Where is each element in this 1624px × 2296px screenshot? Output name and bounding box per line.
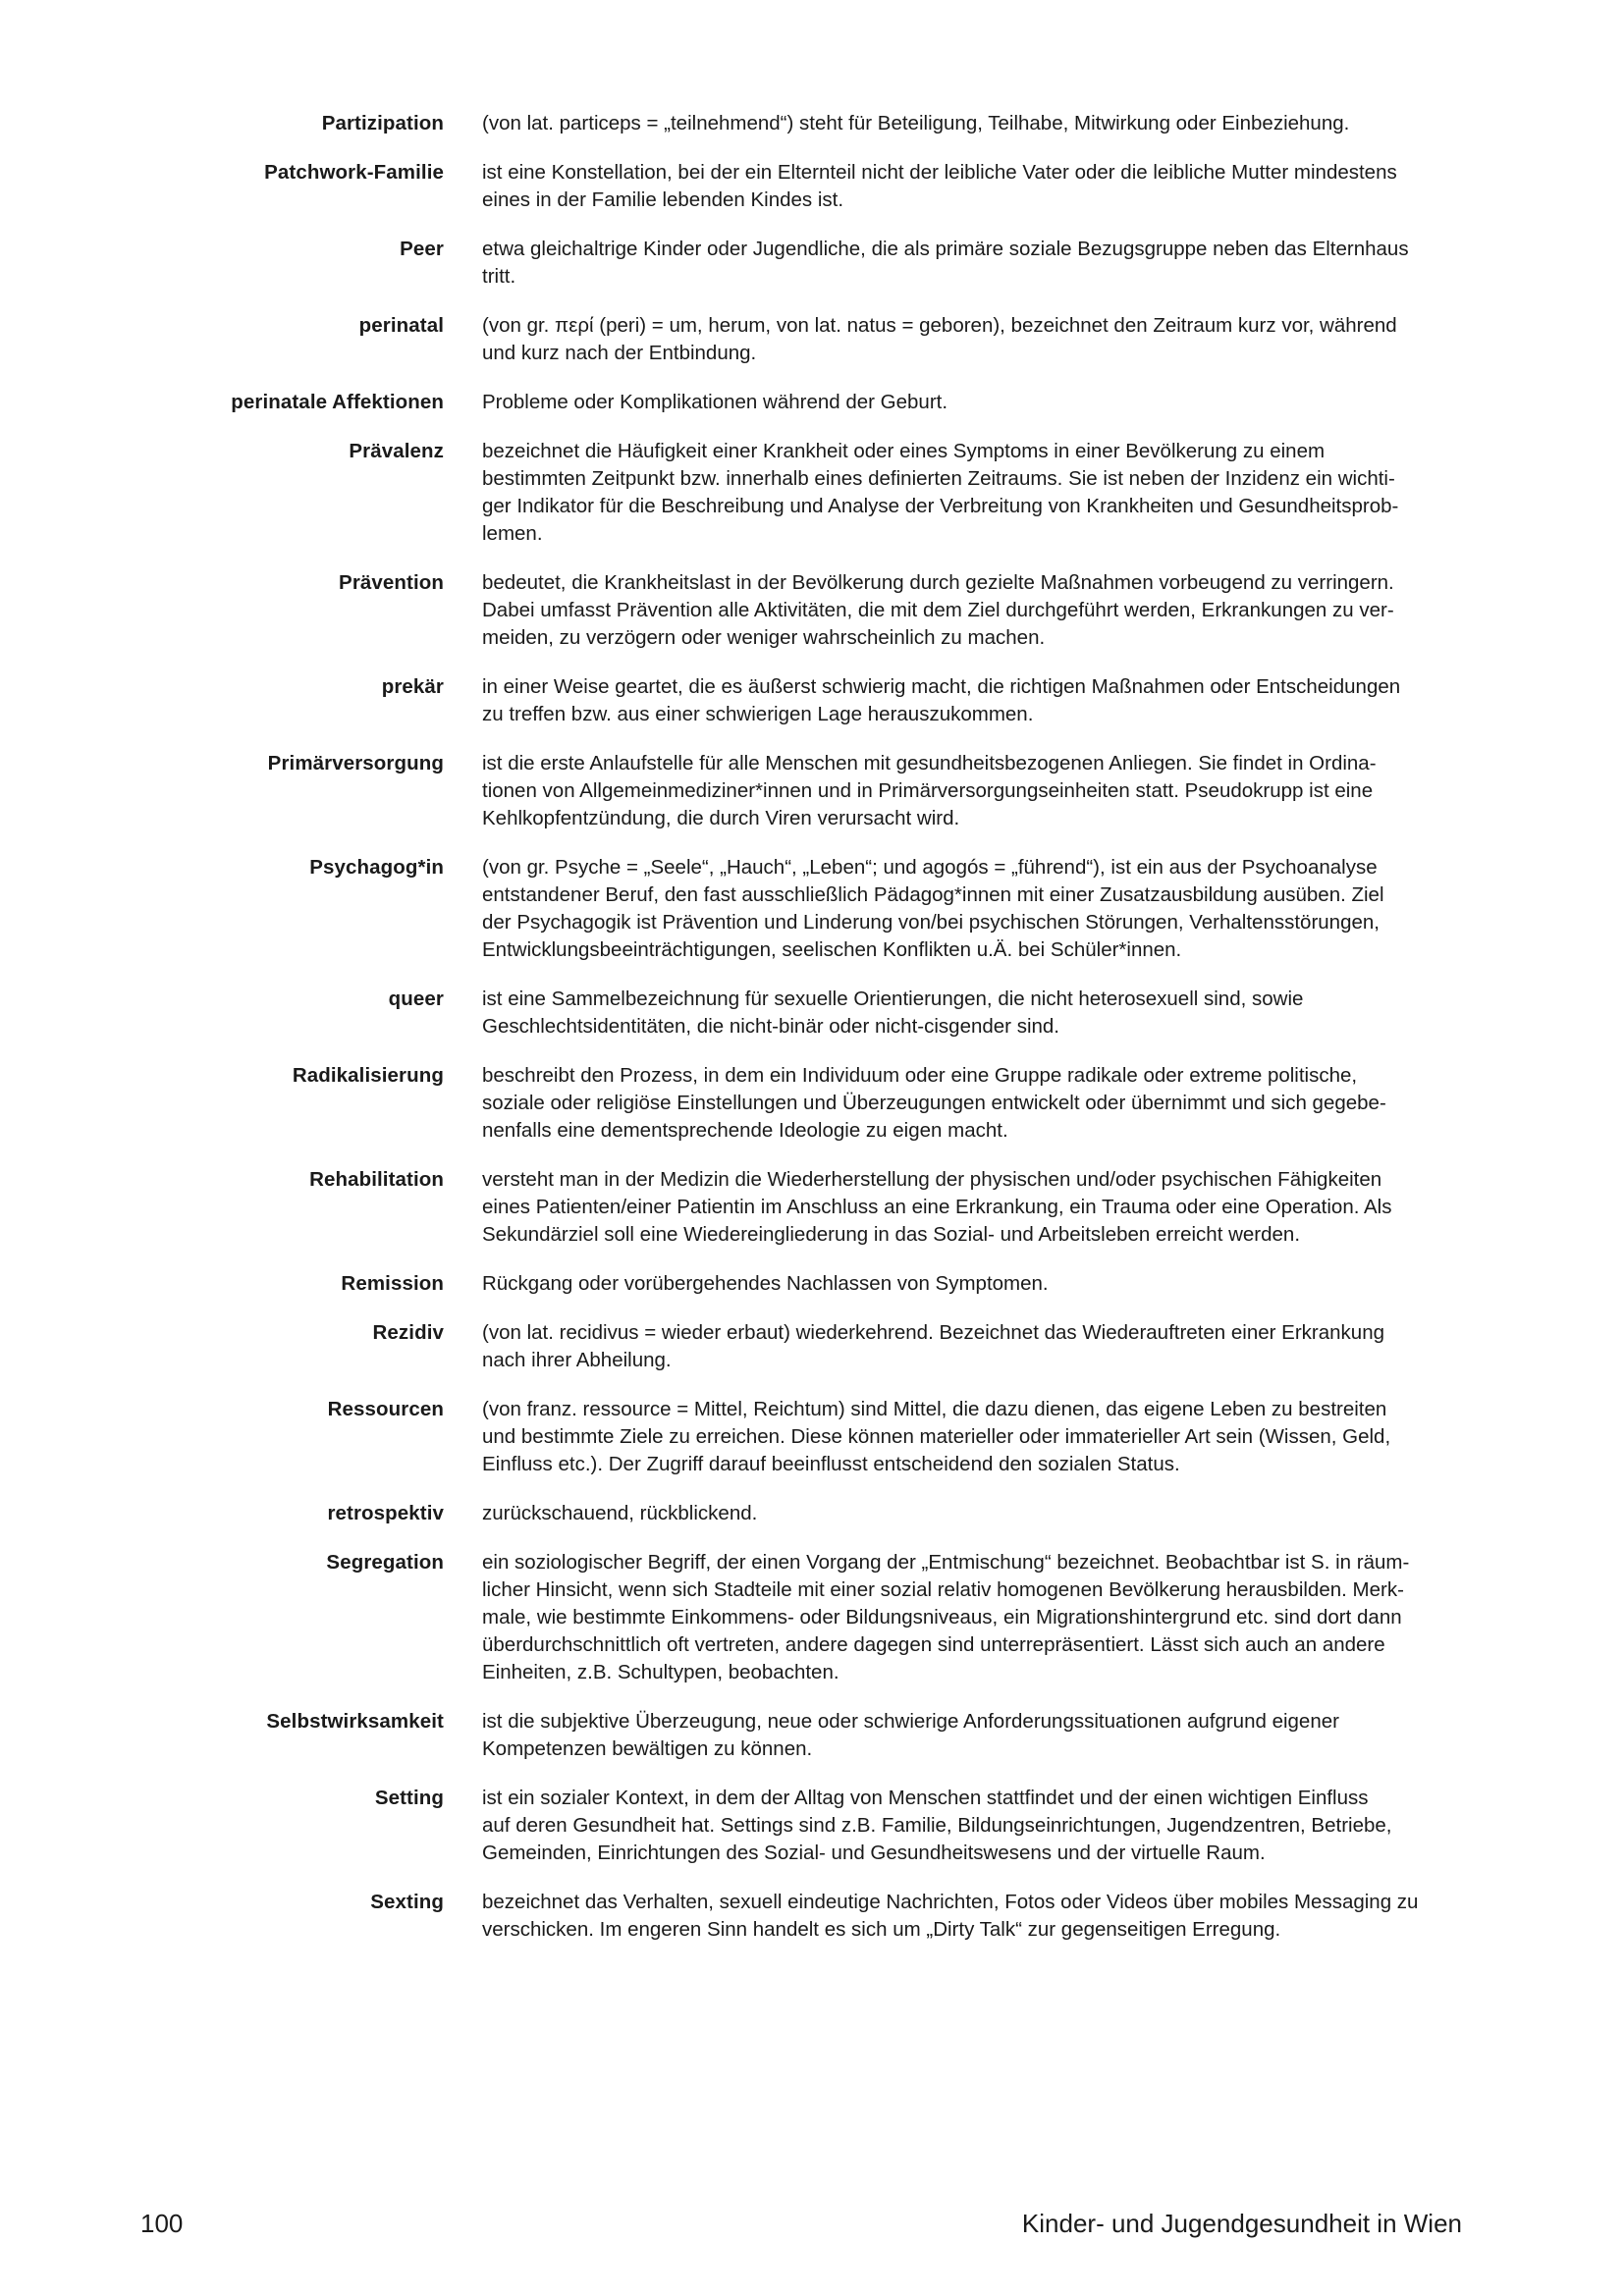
glossary-definition: (von gr. περί (peri) = um, herum, von lat. natus = geboren), bezeichnet den Zeitraum kurz vor, während und kurz nach der Entbindung.	[482, 314, 1397, 364]
glossary-definition: in einer Weise geartet, die es äußerst schwierig macht, die richtigen Maßnahmen oder Entscheidungen zu treffen bzw. aus einer schwierigen Lage herauszukommen.	[482, 675, 1401, 725]
glossary-entry	[0, 389, 1624, 416]
glossary-entry	[0, 159, 1624, 214]
glossary-entry	[0, 1500, 1624, 1527]
glossary-definition: ist eine Konstellation, bei der ein Elternteil nicht der leibliche Vater oder die leibliche Mutter mindestens eines in der Familie lebenden Kindes ist.	[482, 161, 1397, 211]
glossary-term: Prävention	[339, 571, 444, 594]
glossary-entry	[0, 1062, 1624, 1145]
glossary-term: retrospektiv	[327, 1502, 444, 1524]
glossary-entry	[0, 854, 1624, 964]
glossary-entry	[0, 673, 1624, 728]
glossary-entry	[0, 110, 1624, 137]
glossary-entry	[0, 1319, 1624, 1374]
glossary-entry	[0, 986, 1624, 1041]
glossary-entry	[0, 750, 1624, 832]
glossary-definition: ist eine Sammelbezeichnung für sexuelle Orientierungen, die nicht heterosexuell sind, sowie Geschlechtsidentitäten, die nicht-binär oder nicht-cisgender sind.	[482, 988, 1304, 1038]
glossary-term: Psychagog*in	[309, 856, 444, 879]
glossary-term: Setting	[374, 1787, 444, 1809]
glossary-term: Segregation	[326, 1551, 444, 1574]
glossary-entry	[0, 438, 1624, 548]
glossary-definition: etwa gleichaltrige Kinder oder Jugendliche, die als primäre soziale Bezugsgruppe neben das Elternhaus tritt.	[482, 238, 1409, 288]
glossary-term: Remission	[341, 1272, 444, 1295]
glossary-definition: (von gr. Psyche = „Seele“, „Hauch“, „Leben“; und agogós = „führend“), ist ein aus der Psychoanalyse entstandener Beruf, den fast ausschließlich Pädagog*innen mit einer Zusatzausbildung ausüben. Ziel der Psychagogik ist Prävention und Linderung von/bei psychischen Störungen, Verhaltensstörungen, Entwicklungsbeeinträchtigungen, seelischen Konflikten u.Ä. bei Schüler*innen.	[482, 856, 1384, 961]
glossary-term: Primärversorgung	[267, 752, 444, 774]
glossary-entry	[0, 1166, 1624, 1249]
glossary-term: Radikalisierung	[292, 1064, 444, 1087]
glossary-entry	[0, 1708, 1624, 1763]
glossary-term: Rezidiv	[372, 1321, 444, 1344]
glossary-entry	[0, 236, 1624, 291]
glossary-entry	[0, 1889, 1624, 1944]
glossary-definition: Rückgang oder vorübergehendes Nachlassen von Symptomen.	[482, 1272, 1049, 1295]
glossary-term: Peer	[400, 238, 444, 260]
glossary-definition: ist ein sozialer Kontext, in dem der Alltag von Menschen stattfindet und der einen wichtigen Einfluss auf deren Gesundheit hat. Settings sind z.B. Familie, Bildungseinrichtungen, Jugendzentren, Betriebe, Gemeinden, Einrichtungen des Sozial- und Gesundheitswesens und der virtuelle Raum.	[482, 1787, 1392, 1864]
glossary-definition: beschreibt den Prozess, in dem ein Individuum oder eine Gruppe radikale oder extreme politische, soziale oder religiöse Einstellungen und Überzeugungen entwickelt oder übernimmt und sich gegebe- nenfalls eine dementsprechende Ideologie zu eigen macht.	[482, 1064, 1386, 1142]
glossary-definition: (von lat. recidivus = wieder erbaut) wiederkehrend. Bezeichnet das Wiederauftreten einer Erkrankung nach ihrer Abheilung.	[482, 1321, 1384, 1371]
glossary-term: queer	[388, 988, 444, 1010]
glossary-definition: (von franz. ressource = Mittel, Reichtum) sind Mittel, die dazu dienen, das eigene Leben zu bestreiten und bestimmte Ziele zu erreichen. Diese können materieller oder immaterieller Art sein (Wissen, Geld, Einfluss etc.). Der Zugriff darauf beeinflusst entscheidend den sozialen Status.	[482, 1398, 1391, 1475]
glossary-term: perinatale Affektionen	[231, 391, 444, 413]
glossary-entry	[0, 569, 1624, 652]
glossary-definition: Probleme oder Komplikationen während der Geburt.	[482, 391, 948, 413]
page-number: 100	[140, 2209, 184, 2238]
glossary-list	[0, 110, 1624, 1965]
glossary-term: Prävalenz	[349, 440, 444, 462]
glossary-entry	[0, 312, 1624, 367]
glossary-term: Sexting	[370, 1891, 444, 1913]
glossary-term: prekär	[381, 675, 444, 698]
glossary-term: perinatal	[358, 314, 444, 337]
glossary-term: Patchwork-Familie	[264, 161, 444, 184]
glossary-term: Partizipation	[321, 112, 444, 134]
glossary-entry	[0, 1396, 1624, 1478]
publication-title: Kinder- und Jugendgesundheit in Wien	[1021, 2209, 1462, 2238]
glossary-definition: (von lat. particeps = „teilnehmend“) steht für Beteiligung, Teilhabe, Mitwirkung oder Einbeziehung.	[482, 112, 1350, 134]
glossary-definition: bedeutet, die Krankheitslast in der Bevölkerung durch gezielte Maßnahmen vorbeugend zu verringern. Dabei umfasst Prävention alle Aktivitäten, die mit dem Ziel durchgeführt werden, Erkrankungen zu ver- meiden, zu verzögern oder weniger wahrscheinlich zu machen.	[482, 571, 1394, 649]
glossary-definition: zurückschauend, rückblickend.	[482, 1502, 758, 1524]
glossary-entry	[0, 1270, 1624, 1298]
glossary-term: Selbstwirksamkeit	[266, 1710, 444, 1733]
glossary-entry	[0, 1785, 1624, 1867]
glossary-definition: ist die erste Anlaufstelle für alle Menschen mit gesundheitsbezogenen Anliegen. Sie findet in Ordina- tionen von Allgemeinmediziner*innen und in Primärversorgungseinheiten statt. Pseudokrupp ist eine Kehlkopfentzündung, die durch Viren verursacht wird.	[482, 752, 1377, 829]
glossary-definition: ein soziologischer Begriff, der einen Vorgang der „Entmischung“ bezeichnet. Beobachtbar ist S. in räum- licher Hinsicht, wenn sich Stadteile mit einer sozial relativ homogenen Bevölkerung herausbilden. Merk- male, wie bestimmte Einkommens- oder Bildungsniveaus, ein Migrationshintergrund etc. sind dort dann überdurchschnittlich oft vertreten, andere dagegen sind unterrepräsentiert. Lässt sich auch an andere Einheiten, z.B. Schultypen, beobachten.	[482, 1551, 1410, 1683]
glossary-definition: versteht man in der Medizin die Wiederherstellung der physischen und/oder psychischen Fähigkeiten eines Patienten/einer Patientin im Anschluss an eine Erkrankung, ein Trauma oder eine Operation. Als Sekundärziel soll eine Wiedereingliederung in das Sozial- und Arbeitsleben erreicht werden.	[482, 1168, 1392, 1246]
glossary-term: Rehabilitation	[309, 1168, 444, 1191]
glossary-entry	[0, 1549, 1624, 1686]
glossary-term: Ressourcen	[327, 1398, 444, 1420]
glossary-definition: ist die subjektive Überzeugung, neue oder schwierige Anforderungssituationen aufgrund eigener Kompetenzen bewältigen zu können.	[482, 1710, 1339, 1760]
glossary-definition: bezeichnet das Verhalten, sexuell eindeutige Nachrichten, Fotos oder Videos über mobiles Messaging zu verschicken. Im engeren Sinn handelt es sich um „Dirty Talk“ zur gegenseitigen Erregung.	[482, 1891, 1419, 1941]
glossary-definition: bezeichnet die Häufigkeit einer Krankheit oder eines Symptoms in einer Bevölkerung zu einem bestimmten Zeitpunkt bzw. innerhalb eines definierten Zeitraums. Sie ist neben der Inzidenz ein wichti- ger Indikator für die Beschreibung und Analyse der Verbreitung von Krankheiten und Gesundheitsprob- lemen.	[482, 440, 1399, 545]
